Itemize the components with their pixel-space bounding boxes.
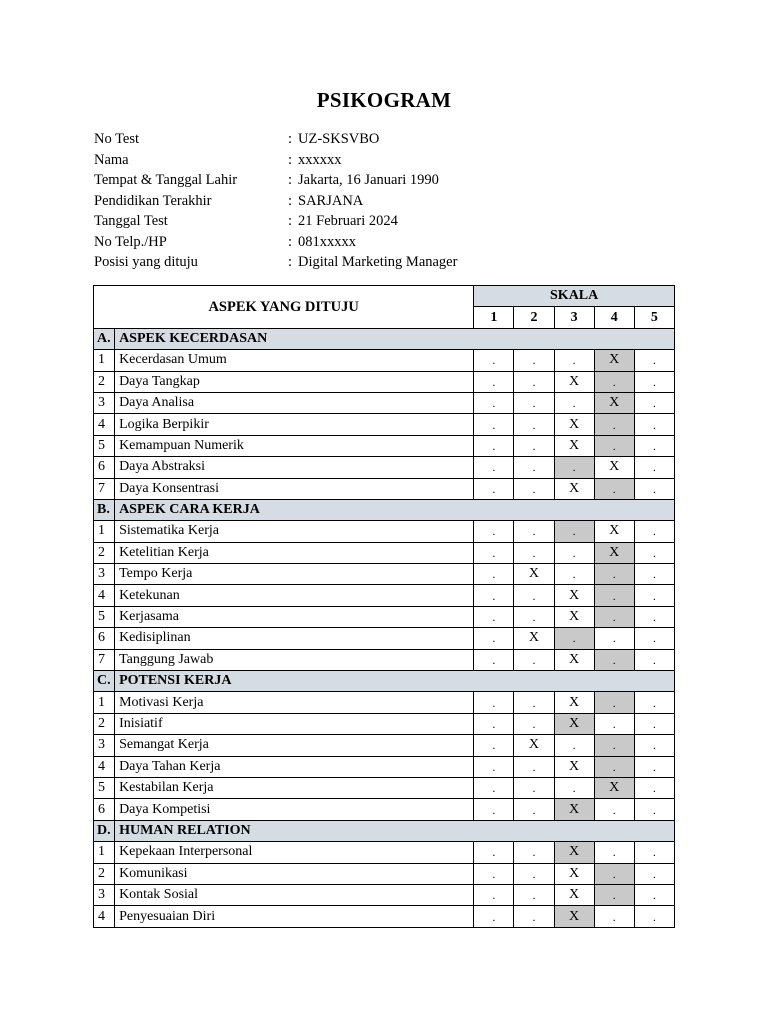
score-empty: .: [554, 521, 594, 542]
score-empty: .: [474, 457, 514, 478]
score-empty: .: [594, 756, 634, 777]
score-empty: .: [474, 350, 514, 371]
aspect-name: Sistematika Kerja: [115, 521, 474, 542]
score-empty: .: [594, 414, 634, 435]
score-empty: .: [634, 414, 674, 435]
info-label: Tempat & Tanggal Lahir: [94, 172, 238, 188]
score-mark: X: [514, 735, 554, 756]
score-empty: .: [514, 713, 554, 734]
score-empty: .: [554, 457, 594, 478]
page-title: PSIKOGRAM: [316, 88, 452, 112]
table-row: [94, 371, 675, 392]
header-skala: SKALA: [474, 286, 675, 307]
score-empty: .: [594, 884, 634, 905]
table-row: [94, 906, 675, 927]
aspect-name: Motivasi Kerja: [115, 692, 474, 713]
info-value: xxxxxx: [298, 151, 342, 168]
score-empty: .: [634, 756, 674, 777]
row-number: 7: [94, 649, 115, 670]
row-number: 5: [94, 777, 115, 798]
score-empty: .: [554, 735, 594, 756]
info-colon: :: [288, 172, 293, 188]
score-empty: .: [634, 649, 674, 670]
score-empty: .: [514, 606, 554, 627]
score-empty: .: [634, 842, 674, 863]
row-number: 3: [94, 884, 115, 905]
info-label: Posisi yang dituju: [94, 254, 198, 270]
score-mark: X: [554, 414, 594, 435]
identity-block: [94, 129, 457, 273]
score-empty: .: [514, 649, 554, 670]
section-title: ASPEK CARA KERJA: [115, 499, 675, 520]
score-empty: .: [474, 371, 514, 392]
section-letter: A.: [94, 328, 115, 349]
row-number: 2: [94, 542, 115, 563]
score-empty: .: [514, 521, 554, 542]
aspect-name: Penyesuaian Diri: [115, 906, 474, 927]
table-row: [94, 392, 675, 413]
aspect-name: Tanggung Jawab: [115, 649, 474, 670]
score-empty: .: [634, 392, 674, 413]
info-colon: :: [288, 131, 293, 147]
aspect-name: Kepekaan Interpersonal: [115, 842, 474, 863]
score-empty: .: [594, 692, 634, 713]
table-row: [94, 414, 675, 435]
row-number: 6: [94, 799, 115, 820]
aspect-name: Ketekunan: [115, 585, 474, 606]
aspect-name: Daya Analisa: [115, 392, 474, 413]
score-empty: .: [514, 478, 554, 499]
row-number: 2: [94, 863, 115, 884]
aspect-name: Kecerdasan Umum: [115, 350, 474, 371]
table-row: [94, 756, 675, 777]
info-label: No Telp./HP: [94, 233, 167, 250]
info-colon: :: [288, 192, 293, 209]
score-empty: .: [554, 777, 594, 798]
score-mark: X: [594, 542, 634, 563]
info-colon: :: [288, 233, 293, 250]
score-empty: .: [474, 478, 514, 499]
psikogram-table: [93, 285, 675, 928]
score-empty: .: [594, 906, 634, 927]
score-empty: .: [634, 713, 674, 734]
aspect-name: Kestabilan Kerja: [115, 777, 474, 798]
table-row: [94, 842, 675, 863]
row-number: 3: [94, 564, 115, 585]
score-empty: .: [634, 478, 674, 499]
info-value: Digital Marketing Manager: [298, 254, 458, 270]
info-label: Nama: [94, 151, 129, 168]
score-empty: .: [554, 350, 594, 371]
score-empty: .: [634, 735, 674, 756]
score-mark: X: [594, 521, 634, 542]
info-colon: :: [288, 151, 293, 168]
score-mark: X: [554, 842, 594, 863]
row-number: 3: [94, 735, 115, 756]
score-empty: .: [594, 735, 634, 756]
aspect-name: Daya Kompetisi: [115, 799, 474, 820]
info-value: 21 Februari 2024: [298, 213, 398, 229]
score-empty: .: [514, 777, 554, 798]
info-row-no-test: [94, 129, 457, 150]
score-empty: .: [634, 884, 674, 905]
score-empty: .: [514, 457, 554, 478]
score-mark: X: [554, 478, 594, 499]
score-empty: .: [634, 628, 674, 649]
table-row: [94, 692, 675, 713]
score-empty: .: [634, 350, 674, 371]
score-empty: .: [554, 628, 594, 649]
scale-number: 3: [554, 307, 594, 328]
score-empty: .: [594, 842, 634, 863]
info-label: No Test: [94, 131, 140, 147]
score-empty: .: [474, 628, 514, 649]
row-number: 2: [94, 713, 115, 734]
row-number: 5: [94, 606, 115, 627]
table-row: [94, 649, 675, 670]
section-title: HUMAN RELATION: [115, 820, 675, 841]
table-row: [94, 564, 675, 585]
info-colon: :: [288, 213, 293, 229]
score-empty: .: [474, 884, 514, 905]
info-label: Pendidikan Terakhir: [94, 192, 212, 209]
score-empty: .: [634, 564, 674, 585]
score-empty: .: [514, 585, 554, 606]
table-row: [94, 863, 675, 884]
table-row: [94, 606, 675, 627]
score-empty: .: [474, 606, 514, 627]
score-mark: X: [594, 350, 634, 371]
table-row: [94, 628, 675, 649]
score-empty: .: [594, 606, 634, 627]
score-mark: X: [554, 756, 594, 777]
table-row: [94, 735, 675, 756]
score-mark: X: [554, 863, 594, 884]
info-value: Jakarta, 16 Januari 1990: [298, 172, 439, 188]
score-empty: .: [554, 542, 594, 563]
section-letter: C.: [94, 671, 115, 692]
score-empty: .: [594, 649, 634, 670]
table-row: [94, 457, 675, 478]
info-row-tanggal-test: [94, 211, 457, 232]
row-number: 4: [94, 414, 115, 435]
score-empty: .: [594, 863, 634, 884]
score-empty: .: [474, 392, 514, 413]
section-letter: B.: [94, 499, 115, 520]
scale-number: 4: [594, 307, 634, 328]
score-empty: .: [474, 564, 514, 585]
score-empty: .: [594, 628, 634, 649]
row-number: 4: [94, 585, 115, 606]
info-row-nama: [94, 150, 457, 171]
score-mark: X: [554, 371, 594, 392]
score-empty: .: [474, 414, 514, 435]
score-empty: .: [634, 692, 674, 713]
score-empty: .: [474, 521, 514, 542]
row-number: 7: [94, 478, 115, 499]
table-header-row: [94, 286, 675, 307]
aspect-name: Kerjasama: [115, 606, 474, 627]
score-mark: X: [514, 564, 554, 585]
score-mark: X: [594, 457, 634, 478]
score-empty: .: [634, 777, 674, 798]
score-empty: .: [514, 392, 554, 413]
row-number: 2: [94, 371, 115, 392]
scale-number: 5: [634, 307, 674, 328]
aspect-name: Semangat Kerja: [115, 735, 474, 756]
score-empty: .: [474, 906, 514, 927]
table-row: [94, 884, 675, 905]
score-empty: .: [594, 799, 634, 820]
score-empty: .: [514, 435, 554, 456]
section-letter: D.: [94, 820, 115, 841]
score-empty: .: [514, 542, 554, 563]
score-empty: .: [634, 606, 674, 627]
row-number: 5: [94, 435, 115, 456]
info-value: SARJANA: [298, 192, 364, 209]
score-empty: .: [634, 799, 674, 820]
score-mark: X: [554, 435, 594, 456]
score-empty: .: [474, 799, 514, 820]
row-number: 1: [94, 842, 115, 863]
score-empty: .: [514, 842, 554, 863]
row-number: 3: [94, 392, 115, 413]
score-empty: .: [474, 542, 514, 563]
score-empty: .: [514, 371, 554, 392]
score-empty: .: [554, 392, 594, 413]
score-empty: .: [634, 435, 674, 456]
score-empty: .: [594, 478, 634, 499]
section-title: ASPEK KECERDASAN: [115, 328, 675, 349]
score-empty: .: [514, 884, 554, 905]
row-number: 4: [94, 906, 115, 927]
aspect-name: Logika Berpikir: [115, 414, 474, 435]
table-row: [94, 478, 675, 499]
score-mark: X: [594, 392, 634, 413]
score-empty: .: [474, 649, 514, 670]
score-empty: .: [474, 842, 514, 863]
table-row: [94, 435, 675, 456]
score-empty: .: [634, 521, 674, 542]
aspect-name: Daya Abstraksi: [115, 457, 474, 478]
section-header-row: [94, 671, 675, 692]
score-mark: X: [594, 777, 634, 798]
score-empty: .: [594, 564, 634, 585]
score-empty: .: [514, 692, 554, 713]
info-row-tempat-tanggal-lahir: [94, 170, 457, 191]
score-mark: X: [554, 799, 594, 820]
score-empty: .: [514, 863, 554, 884]
score-mark: X: [554, 692, 594, 713]
score-mark: X: [554, 884, 594, 905]
scale-number: 2: [514, 307, 554, 328]
score-mark: X: [554, 906, 594, 927]
row-number: 1: [94, 521, 115, 542]
score-empty: .: [514, 414, 554, 435]
score-mark: X: [554, 585, 594, 606]
info-colon: :: [288, 254, 293, 270]
score-empty: .: [634, 542, 674, 563]
score-empty: .: [474, 585, 514, 606]
score-empty: .: [474, 863, 514, 884]
aspect-name: Kontak Sosial: [115, 884, 474, 905]
section-header-row: [94, 328, 675, 349]
score-empty: .: [634, 585, 674, 606]
row-number: 6: [94, 628, 115, 649]
score-empty: .: [514, 756, 554, 777]
score-empty: .: [594, 585, 634, 606]
score-empty: .: [474, 435, 514, 456]
table-row: [94, 777, 675, 798]
score-empty: .: [474, 756, 514, 777]
score-empty: .: [554, 564, 594, 585]
score-empty: .: [474, 692, 514, 713]
score-mark: X: [514, 628, 554, 649]
info-value: UZ-SKSVBO: [298, 131, 380, 147]
score-mark: X: [554, 713, 594, 734]
score-empty: .: [634, 863, 674, 884]
aspect-name: Tempo Kerja: [115, 564, 474, 585]
aspect-name: Daya Tangkap: [115, 371, 474, 392]
score-empty: .: [514, 799, 554, 820]
info-row-pendidikan: [94, 191, 457, 212]
table-row: [94, 542, 675, 563]
aspect-name: Kedisiplinan: [115, 628, 474, 649]
info-value: 081xxxxx: [298, 233, 356, 250]
scale-number: 1: [474, 307, 514, 328]
header-aspek: ASPEK YANG DITUJU: [94, 286, 474, 329]
score-empty: .: [514, 906, 554, 927]
score-empty: .: [594, 713, 634, 734]
table-row: [94, 713, 675, 734]
score-empty: .: [634, 457, 674, 478]
score-empty: .: [514, 350, 554, 371]
row-number: 6: [94, 457, 115, 478]
score-empty: .: [474, 713, 514, 734]
table-row: [94, 521, 675, 542]
score-empty: .: [634, 371, 674, 392]
score-empty: .: [474, 777, 514, 798]
table-row: [94, 799, 675, 820]
aspect-name: Daya Konsentrasi: [115, 478, 474, 499]
score-empty: .: [474, 735, 514, 756]
section-header-row: [94, 820, 675, 841]
aspect-name: Ketelitian Kerja: [115, 542, 474, 563]
score-empty: .: [634, 906, 674, 927]
row-number: 1: [94, 692, 115, 713]
info-row-telp: [94, 232, 457, 253]
info-row-posisi: [94, 252, 457, 273]
aspect-name: Komunikasi: [115, 863, 474, 884]
score-empty: .: [594, 371, 634, 392]
row-number: 4: [94, 756, 115, 777]
table-row: [94, 350, 675, 371]
score-mark: X: [554, 649, 594, 670]
score-empty: .: [594, 435, 634, 456]
table-body: [94, 328, 675, 927]
aspect-name: Inisiatif: [115, 713, 474, 734]
row-number: 1: [94, 350, 115, 371]
aspect-name: Kemampuan Numerik: [115, 435, 474, 456]
table-row: [94, 585, 675, 606]
info-label: Tanggal Test: [94, 213, 168, 229]
section-header-row: [94, 499, 675, 520]
section-title: POTENSI KERJA: [115, 671, 675, 692]
score-mark: X: [554, 606, 594, 627]
aspect-name: Daya Tahan Kerja: [115, 756, 474, 777]
